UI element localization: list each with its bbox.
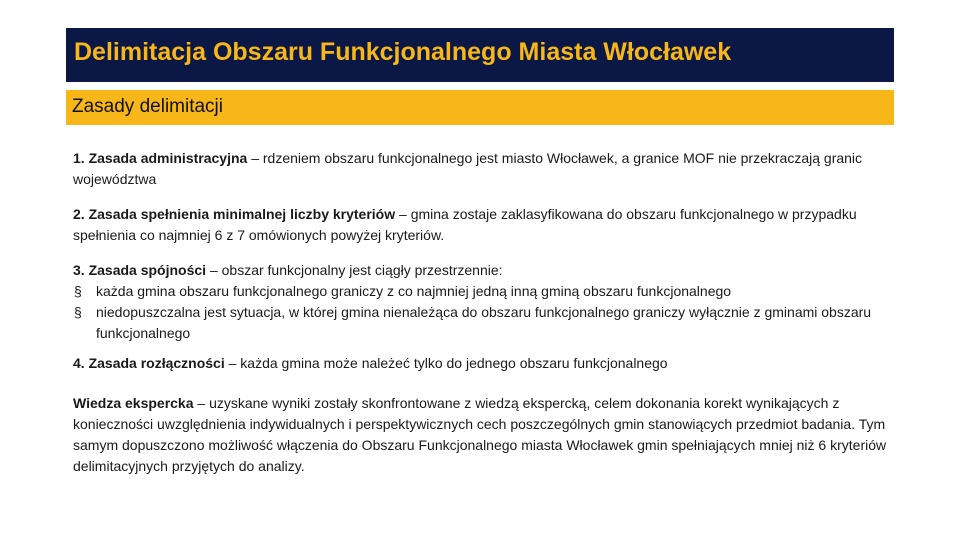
rule-heading: 1. Zasada administracyjna <box>73 150 248 166</box>
subtitle-bar <box>66 90 894 125</box>
bullet-text: każda gmina obszaru funkcjonalnego graniczy z co najmniej jedną inną gminą obszaru funkcjonalnego <box>96 283 732 299</box>
square-bullet-icon: § <box>74 283 82 299</box>
content-body <box>73 148 888 491</box>
rule-text: – obszar funkcjonalny jest ciągły przestrzennie: <box>206 262 503 278</box>
rule-cohesion-bullets <box>73 281 888 344</box>
square-bullet-icon: § <box>74 304 82 320</box>
bullet-text: niedopuszczalna jest sytuacja, w której gmina nienależąca do obszaru funkcjonalnego graniczy wyłącznie z gminami obszaru funkcjonalnego <box>96 304 872 341</box>
title-bar <box>66 28 894 82</box>
rule-separability <box>73 353 888 374</box>
rule-minimum-criteria <box>73 204 888 246</box>
list-item <box>73 302 888 344</box>
rule-heading: 3. Zasada spójności <box>73 262 207 278</box>
rule-text: – gmina zostaje zaklasyfikowana do obszaru funkcjonalnego w przypadku spełnienia co najmniej 6 z 7 omówionych powyżej kryteriów. <box>73 206 857 243</box>
section-subtitle: Zasady delimitacji <box>72 96 223 117</box>
rule-heading: 2. Zasada spełnienia minimalnej liczby kryteriów <box>73 206 396 222</box>
rule-cohesion <box>73 260 888 344</box>
expert-heading: Wiedza ekspercka <box>73 395 194 411</box>
rule-text: – każda gmina może należeć tylko do jednego obszaru funkcjonalnego <box>224 355 668 371</box>
list-item <box>73 281 888 302</box>
rule-cohesion-intro <box>73 260 888 281</box>
page-title: Delimitacja Obszaru Funkcjonalnego Miasta Włocławek <box>74 38 732 66</box>
expert-text: – uzyskane wyniki zostały skonfrontowane z wiedzą ekspercką, celem dokonania korekt wynikających z konieczności uwzględnienia indywidualnych i perspektywicznych cech poszczególnych gmin stanowiących przedmiot badania. Tym samym dopuszczono możliwość włączenia do Obszaru Funkcjonalnego miasta Włocławek gmin spełniających mniej niż 6 kryteriów delimitacyjnych przyjętych do analizy. <box>73 395 887 474</box>
expert-knowledge <box>73 393 888 477</box>
rule-administrative <box>73 148 888 190</box>
rule-text: – rdzeniem obszaru funkcjonalnego jest miasto Włocławek, a granice MOF nie przekraczają granic województwa <box>73 150 863 187</box>
rule-heading: 4. Zasada rozłączności <box>73 355 225 371</box>
